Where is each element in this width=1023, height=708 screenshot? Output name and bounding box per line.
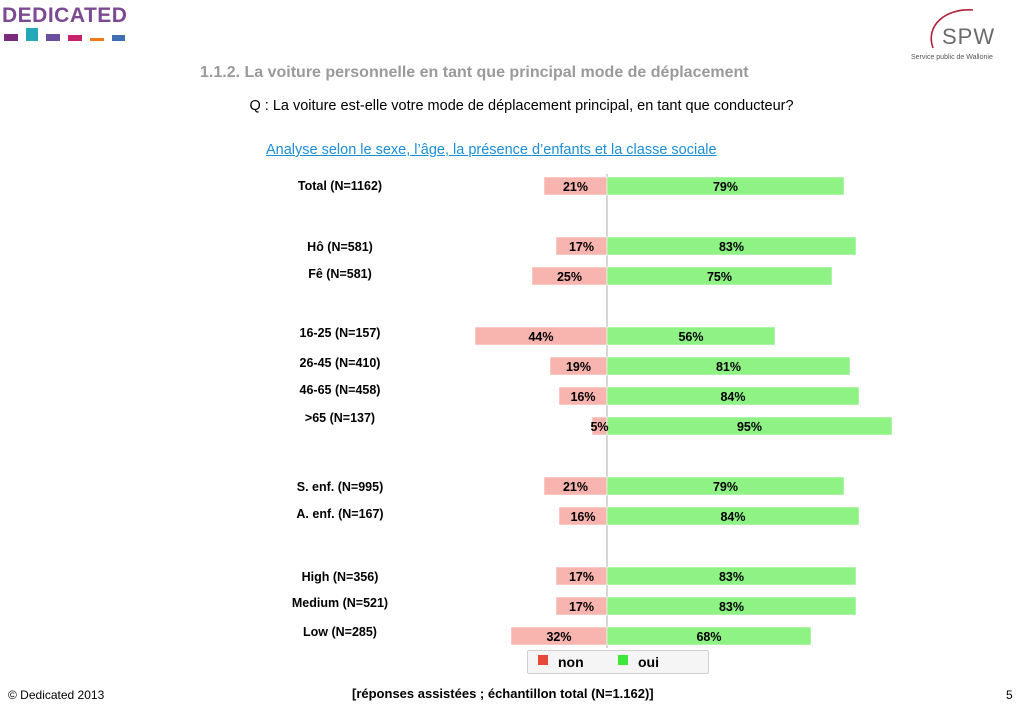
data-label-oui: 79%: [712, 180, 739, 194]
footer-note: [réponses assistées ; échantillon total (N=1.162)]: [352, 686, 654, 701]
data-label-oui: 95%: [736, 420, 763, 434]
category-label: Medium (N=521): [291, 596, 389, 610]
data-label-oui: 68%: [696, 630, 722, 644]
data-label-non: 16%: [570, 510, 596, 524]
data-label-non: 21%: [562, 180, 589, 194]
data-label-non: 17%: [568, 600, 595, 614]
category-label: Fê (N=581): [308, 267, 372, 281]
legend-label-non: non: [558, 654, 584, 670]
data-label-non: 44%: [528, 330, 554, 344]
data-label-oui: 84%: [720, 390, 746, 404]
data-label-non: 25%: [556, 270, 583, 284]
data-label-oui: 79%: [712, 480, 739, 494]
category-label: 46-65 (N=458): [299, 383, 381, 397]
data-label-non: 5%: [590, 420, 609, 434]
analysis-subtitle: Analyse selon le sexe, l’âge, la présence d’enfants et la classe sociale: [266, 142, 717, 158]
data-label-non: 19%: [565, 360, 592, 374]
survey-question: Q : La voiture est-elle votre mode de déplacement principal, en tant que conducteur?: [249, 98, 794, 114]
category-label: A. enf. (N=167): [296, 507, 384, 521]
spw-logo-text: SPW: [942, 24, 996, 49]
data-label-oui: 56%: [678, 330, 704, 344]
category-label: >65 (N=137): [304, 411, 376, 425]
data-label-non: 32%: [546, 630, 572, 644]
category-label: S. enf. (N=995): [296, 480, 384, 494]
data-label-oui: 83%: [718, 600, 745, 614]
category-label: Total (N=1162): [297, 179, 383, 193]
category-label: 26-45 (N=410): [299, 356, 381, 370]
page-number: 5: [1006, 688, 1013, 702]
data-label-non: 16%: [570, 390, 596, 404]
category-label: Hô (N=581): [307, 240, 373, 254]
category-label: 16-25 (N=157): [299, 326, 381, 340]
legend-label-oui: oui: [638, 654, 659, 670]
data-label-oui: 84%: [720, 510, 746, 524]
chart-legend: [527, 650, 709, 674]
data-label-oui: 83%: [718, 240, 745, 254]
data-label-non: 21%: [562, 480, 589, 494]
data-label-non: 17%: [568, 570, 595, 584]
page-title: 1.1.2. La voiture personnelle en tant que principal mode de déplacement: [200, 64, 749, 81]
category-label: High (N=356): [301, 570, 379, 584]
data-label-oui: 83%: [718, 570, 745, 584]
category-label: Low (N=285): [303, 625, 377, 639]
legend-swatch-non: [538, 655, 548, 665]
data-label-oui: 81%: [715, 360, 742, 374]
dedicated-logo-text: DEDICATED: [2, 4, 128, 27]
spw-logo-subtext: Service public de Wallonie: [911, 54, 993, 61]
footer-copyright: © Dedicated 2013: [8, 688, 105, 702]
data-label-non: 17%: [568, 240, 595, 254]
legend-swatch-oui: [618, 655, 628, 665]
data-label-oui: 75%: [706, 270, 733, 284]
